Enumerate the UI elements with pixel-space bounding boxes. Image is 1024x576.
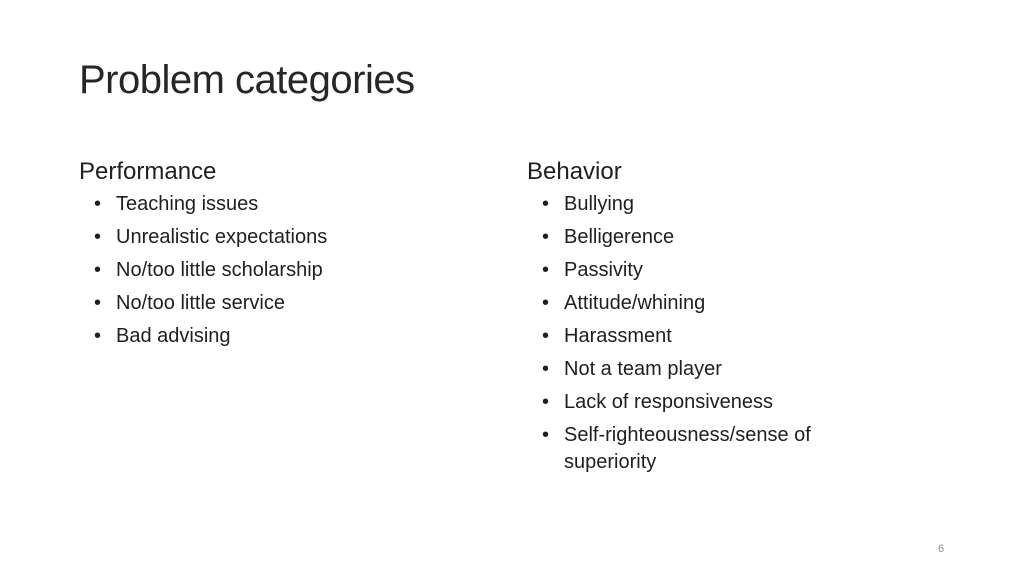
slide-title: Problem categories xyxy=(79,58,415,102)
list-item: • No/too little scholarship xyxy=(116,257,479,284)
list-item: • Passivity xyxy=(564,257,907,284)
performance-heading: Performance xyxy=(79,158,217,185)
list-item: • Unrealistic expectations xyxy=(116,224,479,251)
list-item: • Not a team player xyxy=(564,356,907,383)
list-item: • Bullying xyxy=(564,191,907,218)
performance-column xyxy=(79,156,479,356)
behavior-heading: Behavior xyxy=(527,158,622,185)
list-item: • Lack of responsiveness xyxy=(564,389,907,416)
list-item: • Teaching issues xyxy=(116,191,479,218)
behavior-column xyxy=(527,156,907,482)
list-item: • Attitude/whining xyxy=(564,290,907,317)
behavior-list xyxy=(527,191,907,476)
performance-list xyxy=(79,191,479,350)
list-item: • No/too little service xyxy=(116,290,479,317)
page-number: 6 xyxy=(938,543,945,555)
list-item: • Harassment xyxy=(564,323,907,350)
list-item: • Self-righteousness/sense of superiority xyxy=(564,422,907,476)
list-item: • Bad advising xyxy=(116,323,479,350)
list-item: • Belligerence xyxy=(564,224,907,251)
